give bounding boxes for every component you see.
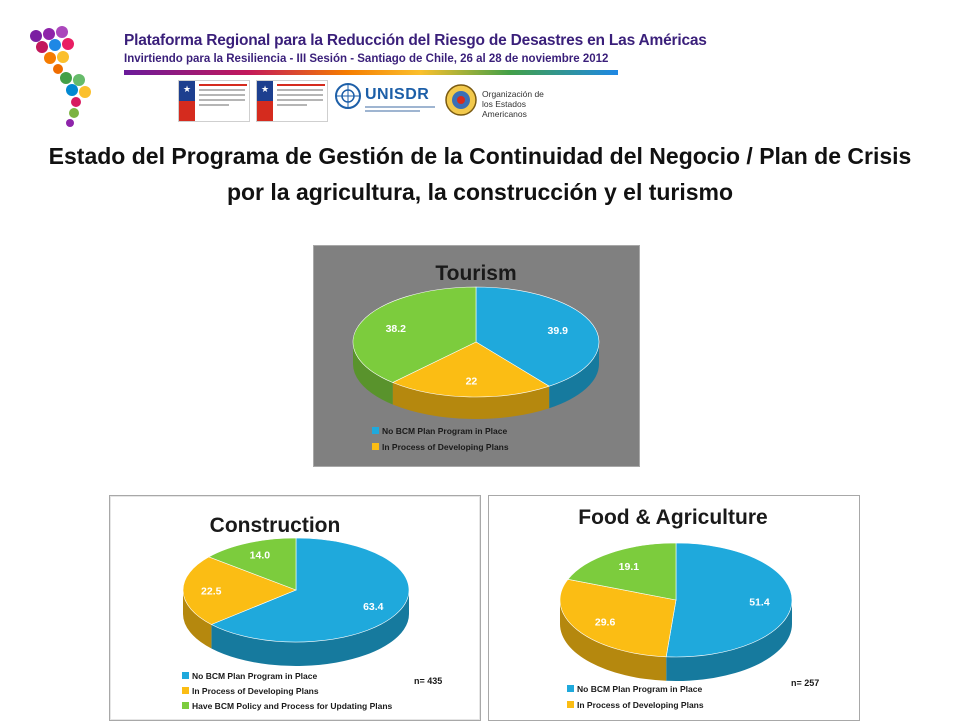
data-label: 29.6 (594, 616, 616, 629)
banner-title: Plataforma Regional para la Reducción del Riesgo de Desastres en Las Américas (124, 32, 707, 49)
construction-pie-chart (110, 496, 480, 720)
chile-onemi-logo: ★ (256, 80, 328, 122)
data-label: 51.4 (749, 596, 770, 609)
un-emblem-icon (334, 82, 362, 110)
data-label: 38.2 (385, 323, 407, 336)
chart-title: Construction (209, 514, 341, 537)
tourism-pie-chart (314, 246, 639, 466)
chile-interior-ministry-logo: ★ (178, 80, 250, 122)
legend-entry: Have BCM Policy and Process for Updating Plans (192, 701, 393, 711)
legend-entry: No BCM Plan Program in Place (192, 671, 318, 681)
data-label: 63.4 (363, 601, 384, 614)
chart-title: Tourism (435, 262, 517, 285)
chart-title: Food & Agriculture (578, 506, 768, 529)
unisdr-tagline (365, 106, 435, 114)
oas-seal-icon (444, 83, 478, 117)
legend-swatch (372, 427, 379, 434)
food-agriculture-chart-frame (488, 495, 860, 721)
legend-entry: In Process of Developing Plans (577, 700, 704, 710)
data-label: 39.9 (547, 324, 568, 337)
legend-entry: No BCM Plan Program in Place (382, 426, 508, 436)
legend-swatch (182, 702, 189, 709)
data-label: 14.0 (249, 549, 271, 562)
legend-swatch (182, 672, 189, 679)
legend-entry: In Process of Developing Plans (192, 686, 319, 696)
tourism-chart-frame (313, 245, 640, 467)
food-agriculture-pie-chart (489, 496, 859, 720)
legend-swatch (372, 443, 379, 450)
oas-logo-text: Organización de los Estados Americanos (482, 89, 544, 119)
legend-swatch (182, 687, 189, 694)
slide-title: Estado del Programa de Gestión de la Continuidad del Negocio / Plan de Crisis por la agricultura, la construcción y el turismo (48, 143, 912, 205)
construction-chart-frame (109, 495, 481, 721)
legend-entry: No BCM Plan Program in Place (577, 684, 703, 694)
sample-size-label: n= 257 (791, 678, 820, 688)
event-banner (0, 0, 960, 130)
banner-color-stripe (124, 70, 618, 75)
unisdr-logo-text: UNISDR (365, 86, 430, 103)
legend-swatch (567, 685, 574, 692)
data-label: 22.5 (201, 585, 222, 598)
data-label: 19.1 (618, 561, 640, 574)
banner-subtitle: Invirtiendo para la Resiliencia - III Sesión - Santiago de Chile, 26 al 28 de noviembre 2012 (124, 53, 609, 65)
americas-map-logo (22, 22, 122, 130)
sample-size-label: n= 435 (414, 676, 443, 686)
legend-entry: In Process of Developing Plans (382, 442, 509, 452)
data-label: 22 (465, 375, 478, 388)
legend-swatch (567, 701, 574, 708)
